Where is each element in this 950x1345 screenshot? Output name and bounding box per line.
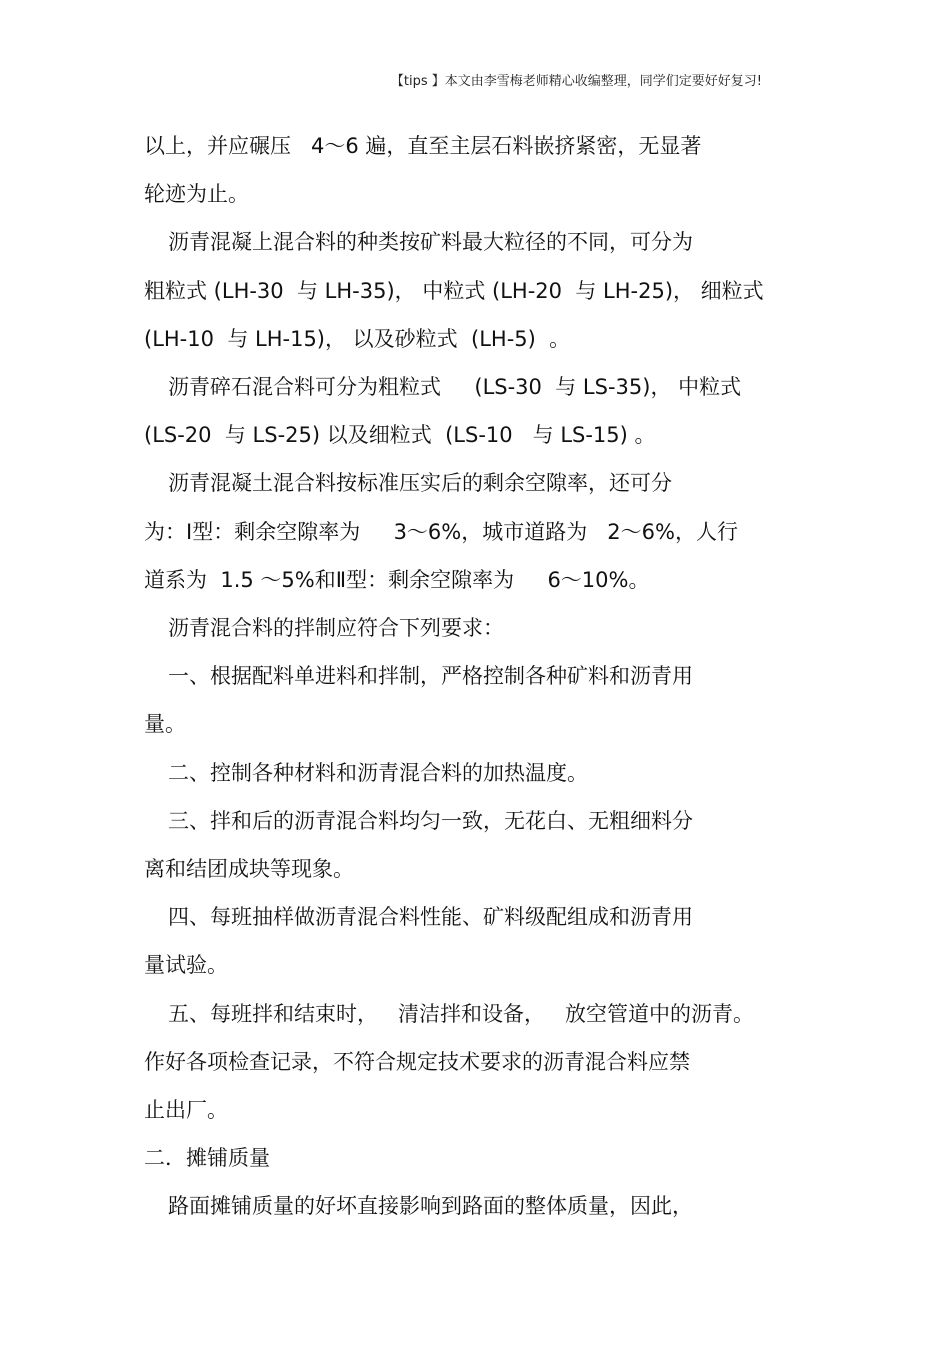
text-line: 离和结团成块等现象。 (144, 857, 354, 881)
text-line: (LH-10 与 LH-15)， 以及砂粒式 (LH-5) 。 (144, 326, 571, 351)
text-line: 止出厂。 (144, 1098, 228, 1122)
header-tips: 【tips 】本文由李雪梅老师精心收编整理，同学们定要好好复习! (390, 74, 762, 89)
text-line: 一、根据配料单进料和拌制，严格控制各种矿料和沥青用 (168, 664, 693, 689)
text-line: (LS-20 与 LS-25) 以及细粒式 (LS-10 与 LS-15) 。 (144, 423, 656, 448)
text-line: 量。 (144, 712, 186, 737)
text-line: 道系为 1.5 ～5%和Ⅱ型：剩余空隙率为 6～10%。 (144, 567, 650, 592)
text-line: 四、每班抽样做沥青混合料性能、矿料级配组成和沥青用 (168, 905, 693, 930)
text-line: 轮迹为止。 (144, 182, 249, 207)
text-line: 为：Ⅰ型：剩余空隙率为 3～6%，城市道路为 2～6%，人行 (144, 519, 738, 544)
text-line: 粗粒式 (LH-30 与 LH-35)， 中粒式 (LH-20 与 LH-25)， 细粒式 (144, 278, 764, 303)
text-line: 沥青混合料的拌制应符合下列要求： (168, 616, 504, 640)
text-line: 作好各项检查记录，不符合规定技术要求的沥青混合料应禁 (144, 1049, 690, 1074)
text-line: 五、每班拌和结束时， 清洁拌和设备， 放空管道中的沥青。 (168, 1001, 755, 1026)
text-line: 以上，并应碾压 4～6 遍，直至主层石料嵌挤紧密，无显著 (144, 134, 702, 158)
text-line: 路面摊铺质量的好坏直接影响到路面的整体质量，因此， (168, 1194, 693, 1219)
text-line: 二．摊铺质量 (144, 1146, 270, 1171)
text-line: 沥青混凝上混合料的种类按矿料最大粒径的不同，可分为 (168, 230, 693, 255)
text-line: 沥青碎石混合料可分为粗粒式 (LS-30 与 LS-35)， 中粒式 (168, 375, 742, 399)
text-line: 二、控制各种材料和沥青混合料的加热温度。 (168, 760, 588, 785)
text-line: 量试验。 (144, 953, 228, 978)
text-line: 沥青混凝土混合料按标准压实后的剩余空隙率，还可分 (168, 471, 672, 496)
text-line: 三、拌和后的沥青混合料均匀一致，无花白、无粗细料分 (168, 808, 693, 833)
